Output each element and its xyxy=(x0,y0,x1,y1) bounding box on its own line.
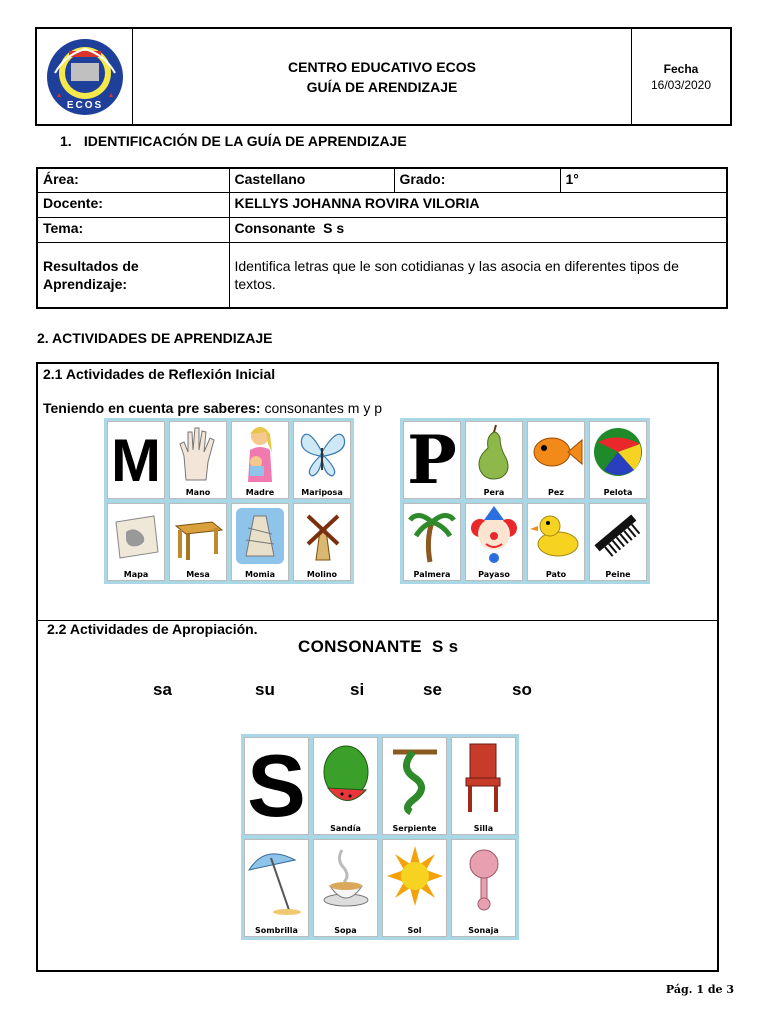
caption-madre: Madre xyxy=(245,488,275,497)
caption-mesa: Mesa xyxy=(186,570,210,579)
card-mariposa xyxy=(293,421,351,499)
caption-mapa: Mapa xyxy=(123,570,149,579)
palm-tree-icon xyxy=(404,504,460,568)
syllable-se: se xyxy=(423,680,442,699)
consonante-heading: CONSONANTE S s xyxy=(298,637,459,656)
beach-umbrella-icon xyxy=(245,840,308,922)
table-icon xyxy=(170,504,226,568)
caption-sopa: Sopa xyxy=(334,926,357,935)
soup-icon xyxy=(314,840,377,922)
card-momia xyxy=(231,503,289,581)
card-payaso xyxy=(465,503,523,581)
date-cell xyxy=(632,29,730,124)
caption-mano: Mano xyxy=(185,488,211,497)
mummy-icon xyxy=(232,504,288,568)
reflexion-title: 2.1 Actividades de Reflexión Inicial xyxy=(43,366,276,382)
school-logo xyxy=(45,37,125,117)
area-value: Castellano xyxy=(229,168,394,192)
fish-icon xyxy=(528,422,584,486)
card-pez xyxy=(527,421,585,499)
school-name: CENTRO EDUCATIVO ECOS xyxy=(288,58,476,75)
duck-icon xyxy=(528,504,584,568)
card-pato xyxy=(527,503,585,581)
caption-palmera: Palmera xyxy=(413,570,451,579)
docente-value: KELLYS JOHANNA ROVIRA VILORIA xyxy=(229,192,727,217)
resultados-value: Identifica letras que le son cotidianas y las asocia en diferentes tipos de textos. xyxy=(229,242,727,308)
caption-serpiente: Serpiente xyxy=(392,824,437,833)
ball-icon xyxy=(590,422,646,486)
card-letter-m xyxy=(107,421,165,499)
letter-p: P xyxy=(407,421,457,499)
identification-table xyxy=(36,167,728,309)
caption-sombrilla: Sombrilla xyxy=(255,926,298,935)
card-pera xyxy=(465,421,523,499)
area-label: Área: xyxy=(37,168,229,192)
syllable-so: so xyxy=(512,680,532,699)
caption-pato: Pato xyxy=(545,570,567,579)
caption-sonaja: Sonaja xyxy=(468,926,499,935)
card-mano xyxy=(169,421,227,499)
syllable-su: su xyxy=(255,680,275,699)
card-mapa xyxy=(107,503,165,581)
caption-sol: Sol xyxy=(407,926,422,935)
apropiacion-title: 2.2 Actividades de Apropiación. xyxy=(47,621,258,637)
letter-s: S xyxy=(247,736,306,835)
card-sol xyxy=(382,839,447,937)
letter-m: M xyxy=(111,426,161,494)
card-silla xyxy=(451,737,516,835)
title-cell xyxy=(133,29,632,124)
tema-label: Tema: xyxy=(37,217,229,242)
card-sonaja xyxy=(451,839,516,937)
pre-saberes-value: consonantes m y p xyxy=(260,400,382,416)
mother-icon xyxy=(232,422,288,486)
document-type: GUÍA DE ARENDIZAJE xyxy=(306,78,458,95)
card-serpiente xyxy=(382,737,447,835)
page-number: Pág. 1 de 3 xyxy=(665,983,734,996)
caption-momia: Momia xyxy=(245,570,275,579)
card-letter-s xyxy=(244,737,309,835)
card-palmera xyxy=(403,503,461,581)
date-value: 16/03/2020 xyxy=(650,77,712,92)
section-1-title: IDENTIFICACIÓN DE LA GUÍA DE APRENDIZAJE xyxy=(83,133,407,149)
hand-icon xyxy=(170,422,226,486)
caption-molino: Molino xyxy=(306,570,338,579)
grado-label: Grado: xyxy=(394,168,560,192)
pre-saberes-label: Teniendo en cuenta pre saberes: xyxy=(43,400,261,416)
caption-peine: Peine xyxy=(605,570,631,579)
butterfly-icon xyxy=(294,422,350,486)
watermelon-icon xyxy=(314,738,377,820)
card-pelota xyxy=(589,421,647,499)
logo-text: ECOS xyxy=(66,99,103,111)
sun-icon xyxy=(383,840,446,922)
syllable-sa: sa xyxy=(153,680,172,699)
card-sopa xyxy=(313,839,378,937)
card-peine xyxy=(589,503,647,581)
windmill-icon xyxy=(294,504,350,568)
resultados-label: Resultados de Aprendizaje: xyxy=(37,242,229,308)
snake-icon xyxy=(383,738,446,820)
caption-sandia: Sandía xyxy=(330,824,361,833)
card-madre xyxy=(231,421,289,499)
section-1-number: 1. xyxy=(60,133,72,149)
section-1-heading xyxy=(60,133,407,149)
caption-pez: Pez xyxy=(548,488,564,497)
card-sombrilla xyxy=(244,839,309,937)
rattle-icon xyxy=(452,840,515,922)
document-header xyxy=(35,27,732,126)
comb-icon xyxy=(590,504,646,568)
section-2-title: 2. ACTIVIDADES DE APRENDIZAJE xyxy=(37,330,273,346)
caption-payaso: Payaso xyxy=(478,570,510,579)
map-icon xyxy=(108,504,164,568)
card-molino xyxy=(293,503,351,581)
chair-icon xyxy=(452,738,515,820)
m-picture-grid xyxy=(104,418,354,584)
syllable-si: si xyxy=(350,680,365,699)
card-sandia xyxy=(313,737,378,835)
card-letter-p xyxy=(403,421,461,499)
caption-silla: Silla xyxy=(473,824,494,833)
s-picture-grid xyxy=(241,734,519,940)
activities-box xyxy=(36,362,719,972)
caption-pera: Pera xyxy=(483,488,505,497)
grado-value: 1° xyxy=(560,168,727,192)
logo-cell xyxy=(37,29,133,124)
p-picture-grid xyxy=(400,418,650,584)
pre-saberes xyxy=(43,400,382,416)
date-label: Fecha xyxy=(663,61,699,76)
clown-icon xyxy=(466,504,522,568)
pear-icon xyxy=(466,422,522,486)
caption-mariposa: Mariposa xyxy=(301,488,343,497)
caption-pelota: Pelota xyxy=(603,488,633,497)
card-mesa xyxy=(169,503,227,581)
tema-value: Consonante S s xyxy=(229,217,727,242)
docente-label: Docente: xyxy=(37,192,229,217)
